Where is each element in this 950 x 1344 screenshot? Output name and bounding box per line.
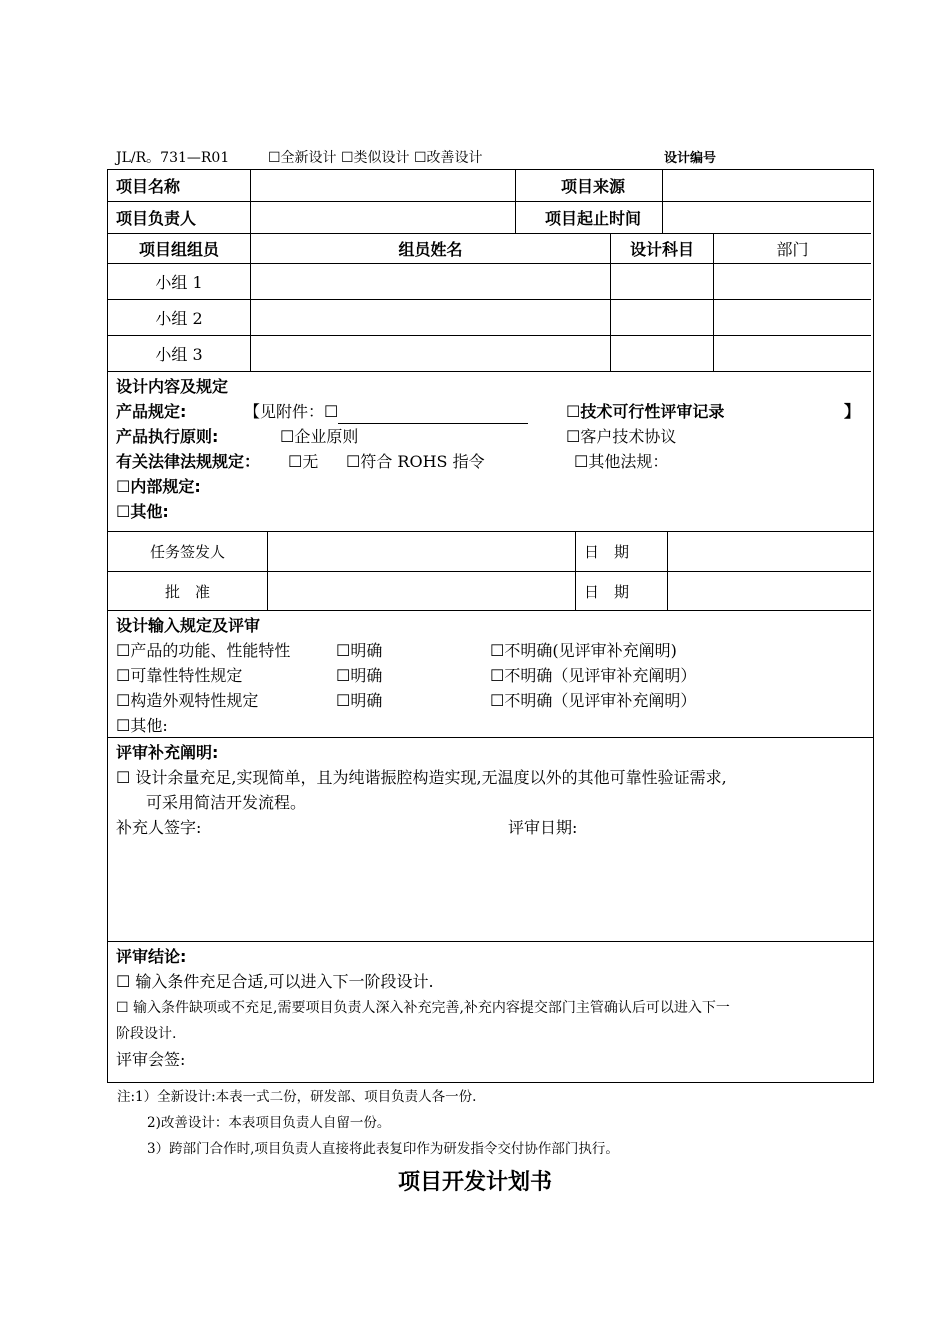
group-1-label: 小组 1 [108, 264, 251, 300]
supplement-title: 评审补充阐明: [116, 743, 219, 762]
group-2-dept[interactable] [714, 300, 871, 336]
function-spec-option[interactable]: ☐产品的功能、性能特性 [116, 641, 291, 660]
supplement-sign-row [116, 815, 865, 840]
group-1-subject[interactable] [611, 264, 714, 300]
attachment-option[interactable] [244, 399, 528, 424]
supplement-signer-label: 补充人签字: [116, 818, 202, 837]
issuer-label: 任务签发人 [108, 532, 268, 572]
issue-date-label: 日 期 [576, 532, 668, 572]
attachment-label: 【见附件：☐ [244, 402, 339, 421]
group-3-names[interactable] [251, 336, 611, 372]
conclusion-insufficient-option[interactable]: ☐ 输入条件缺项或不充足,需要项目负责人深入补充完善,补充内容提交部门主管确认后可以进入下一 [116, 1000, 730, 1016]
supplement-text-line-2: 可采用简洁开发流程。 [146, 793, 307, 812]
rohs-option[interactable]: ☐符合 ROHS 指令 [346, 452, 485, 471]
group-1-dept[interactable] [714, 264, 871, 300]
other-rule-option[interactable]: ☐其他: [116, 502, 169, 521]
reliability-unclear-option[interactable]: ☐不明确（见评审补充阐明） [490, 666, 697, 685]
issuer-field[interactable] [268, 532, 576, 572]
member-name-header: 组员姓名 [251, 234, 611, 264]
group-3-label: 小组 3 [108, 336, 251, 372]
note-2: 2)改善设计：本表项目负责人自留一份。 [147, 1115, 391, 1131]
note-1: 注:1）全新设计:本表一式二份，研发部、项目负责人各一份. [117, 1089, 477, 1105]
approve-label: 批 准 [108, 572, 268, 611]
form-notes [117, 1084, 619, 1162]
input-review-section [108, 611, 873, 738]
review-row [116, 688, 865, 713]
review-date-label: 评审日期: [508, 818, 578, 837]
design-subject-header: 设计科目 [611, 234, 714, 264]
form-header [116, 147, 756, 167]
conclusion-title: 评审结论: [116, 947, 187, 966]
design-type-options[interactable]: ☐全新设计 ☐类似设计 ☐改善设计 [268, 150, 483, 166]
department-header: 部门 [714, 234, 871, 264]
input-other-option[interactable]: ☐其他: [116, 716, 168, 735]
other-law-option[interactable]: ☐其他法规： [574, 452, 669, 471]
feasibility-record-option[interactable]: ☐技术可行性评审记录 [566, 402, 725, 421]
appearance-unclear-option[interactable]: ☐不明确（见评审补充阐明） [490, 691, 697, 710]
appearance-spec-option[interactable]: ☐构造外观特性规定 [116, 691, 259, 710]
countersign-label: 评审会签: [116, 1050, 186, 1069]
principle-label: 产品执行原则: [116, 427, 219, 446]
product-spec-row [116, 399, 865, 424]
attachment-blank[interactable] [338, 407, 528, 424]
design-content-section [108, 372, 873, 532]
approve-field[interactable] [268, 572, 576, 611]
project-name-label: 项目名称 [108, 170, 251, 202]
member-group-header: 项目组组员 [108, 234, 251, 264]
project-lead-label: 项目负责人 [108, 202, 251, 234]
group-2-names[interactable] [251, 300, 611, 336]
group-2-subject[interactable] [611, 300, 714, 336]
conclusion-pass-option[interactable]: ☐ 输入条件充足合适,可以进入下一阶段设计. [116, 972, 434, 991]
project-lead-field[interactable] [251, 202, 516, 234]
reliability-clear-option[interactable]: ☐明确 [336, 666, 383, 685]
project-source-field[interactable] [663, 170, 871, 202]
design-content-title: 设计内容及规定 [116, 377, 229, 396]
member-table [108, 234, 873, 372]
group-3-subject[interactable] [611, 336, 714, 372]
supplement-text-line-1[interactable]: ☐ 设计余量充足,实现简单，且为纯谐振腔构造实现,无温度以外的其他可靠性验证需求, [116, 768, 727, 787]
review-row [116, 638, 865, 663]
input-review-title: 设计输入规定及评审 [116, 616, 261, 635]
note-3: 3）跨部门合作时,项目负责人直接将此表复印作为研发指令交付协作部门执行。 [147, 1141, 619, 1157]
project-info [108, 170, 873, 234]
principle-row [116, 424, 865, 449]
project-name-field[interactable] [251, 170, 516, 202]
law-label: 有关法律法规规定： [116, 452, 261, 471]
function-clear-option[interactable]: ☐明确 [336, 641, 383, 660]
approve-date-field[interactable] [668, 572, 871, 611]
enterprise-principle-option[interactable]: ☐企业原则 [280, 427, 359, 446]
project-source-label: 项目来源 [516, 170, 663, 202]
law-row [116, 449, 865, 474]
appearance-clear-option[interactable]: ☐明确 [336, 691, 383, 710]
reliability-spec-option[interactable]: ☐可靠性特性规定 [116, 666, 243, 685]
no-law-option[interactable]: ☐无 [288, 452, 319, 471]
customer-agreement-option[interactable]: ☐客户技术协议 [566, 427, 677, 446]
supplement-section [108, 738, 873, 942]
group-1-names[interactable] [251, 264, 611, 300]
internal-rule-option[interactable]: ☐内部规定: [116, 477, 201, 496]
design-number-label: 设计编号 [664, 151, 717, 166]
attachment-close-bracket: 】 [844, 402, 861, 421]
design-input-form [107, 169, 874, 1083]
conclusion-section [108, 942, 873, 1082]
project-period-label: 项目起止时间 [516, 202, 663, 234]
group-2-label: 小组 2 [108, 300, 251, 336]
plan-title: 项目开发计划书 [397, 1170, 552, 1195]
conclusion-insufficient-cont: 阶段设计. [116, 1026, 177, 1042]
form-code: JL/R。731—R01 [116, 150, 230, 166]
project-period-field[interactable] [663, 202, 871, 234]
group-3-dept[interactable] [714, 336, 871, 372]
approve-date-label: 日 期 [576, 572, 668, 611]
function-unclear-option[interactable]: ☐不明确(见评审补充阐明) [490, 641, 677, 660]
review-row [116, 663, 865, 688]
issuer-table [108, 532, 873, 611]
product-spec-label: 产品规定: [116, 402, 187, 421]
issue-date-field[interactable] [668, 532, 871, 572]
